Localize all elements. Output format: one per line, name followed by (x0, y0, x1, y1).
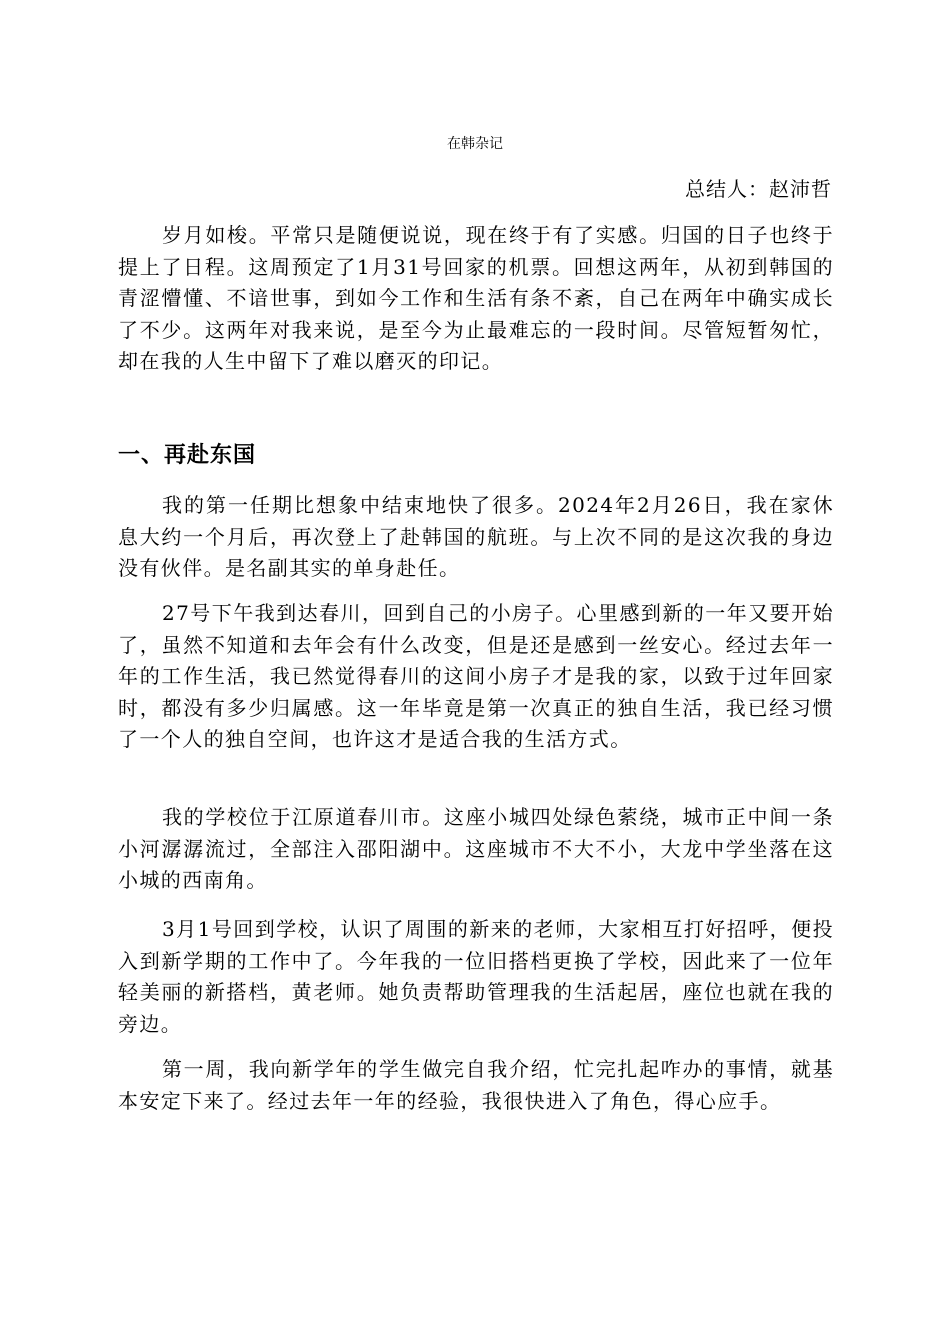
document-title: 在韩杂记 (447, 136, 503, 152)
body-paragraph-4: 3月1号回到学校，认识了周围的新来的老师，大家相互打好招呼，便投入到新学期的工作中了。今年我的一位旧搭档更换了学校，因此来了一位年轻美丽的新搭档，黄老师。她负责帮助管理我的生活起居，座位也就在我的旁边。 (118, 917, 834, 1036)
body-paragraph-3: 我的学校位于江原道春川市。这座小城四处绿色萦绕，城市正中间一条小河潺潺流过，全部注入邵阳湖中。这座城市不大不小，大龙中学坐落在这小城的西南角。 (118, 805, 834, 892)
body-paragraph-2: 27号下午我到达春川，回到自己的小房子。心里感到新的一年又要开始了，虽然不知道和去年会有什么改变，但是还是感到一丝安心。经过去年一年的工作生活，我已然觉得春川的这间小房子才是我的家，以致于过年回家时，都没有多少归属感。这一年毕竟是第一次真正的独自生活，我已经习惯了一个人的独自空间，也许这才是适合我的生活方式。 (118, 601, 834, 751)
author-line: 总结人：赵沛哲 (685, 177, 832, 201)
section-heading: 一、再赴东国 (118, 443, 257, 468)
body-paragraph-5: 第一周，我向新学年的学生做完自我介绍，忙完扎起咋办的事情，就基本安定下来了。经过去年一年的经验，我很快进入了角色，得心应手。 (118, 1057, 834, 1113)
intro-paragraph: 岁月如梭。平常只是随便说说，现在终于有了实感。归国的日子也终于提上了日程。这周预定了1月31号回家的机票。回想这两年，从初到韩国的青涩懵懂、不谙世事，到如今工作和生活有条不紊，自己在两年中确实成长了不少。这两年对我来说，是至今为止最难忘的一段时间。尽管短暂匆忙，却在我的人生中留下了难以磨灭的印记。 (118, 223, 834, 373)
body-paragraph-1: 我的第一任期比想象中结束地快了很多。2024年2月26日，我在家休息大约一个月后，再次登上了赴韩国的航班。与上次不同的是这次我的身边没有伙伴。是名副其实的单身赴任。 (118, 493, 834, 580)
